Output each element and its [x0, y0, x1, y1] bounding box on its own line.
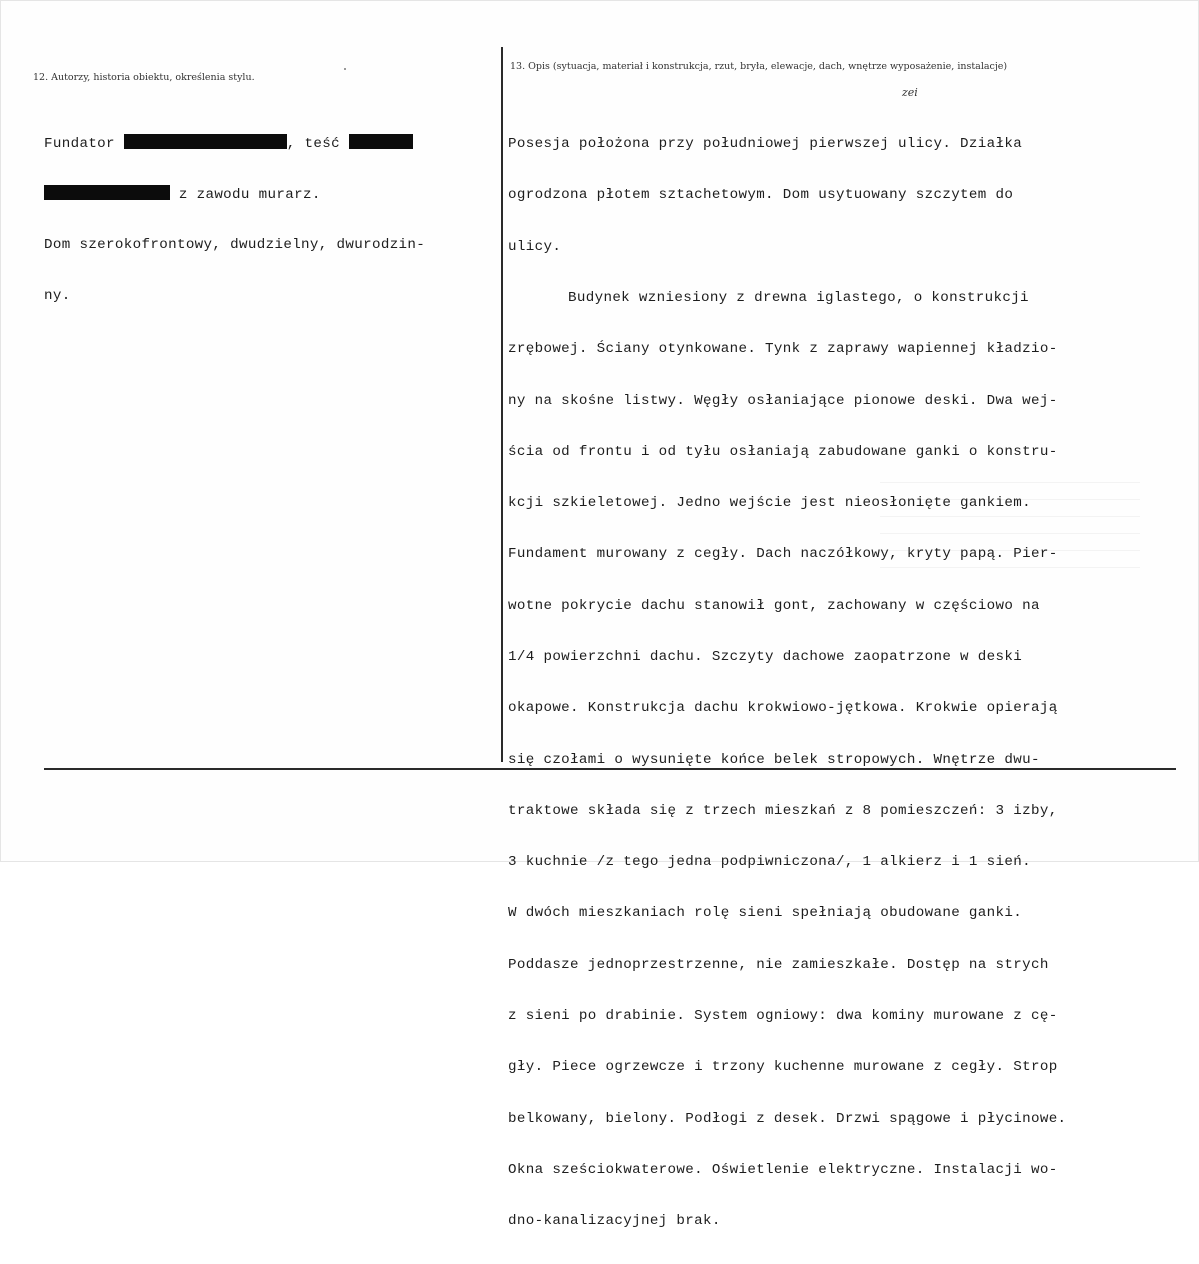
- typed-line: wotne pokrycie dachu stanowił gont, zachowany w częściowo na: [508, 597, 1040, 614]
- typed-line: okapowe. Konstrukcja dachu krokwiowo-jętkowa. Krokwie opierają: [508, 700, 1058, 717]
- typed-line: Poddasze jednoprzestrzenne, nie zamieszkałe. Dostęp na strych: [508, 956, 1049, 973]
- paper-mark: [344, 68, 346, 70]
- typed-line: Okna sześciokwaterowe. Oświetlenie elektryczne. Instalacji wo-: [508, 1161, 1058, 1178]
- typed-line: Budynek wzniesiony z drewna iglastego, o konstrukcji: [568, 290, 1029, 307]
- typed-line: [44, 134, 425, 151]
- authors-history-text: [44, 100, 425, 339]
- section-13-label: 13. Opis (sytuacja, materiał i konstrukcja, rzut, bryła, elewacje, dach, wnętrze wyposażenie, instalacje): [510, 61, 1008, 72]
- typed-line: kcji szkieletowej. Jedno wejście jest nieosłonięte gankiem.: [508, 495, 1031, 512]
- typed-line: 3 kuchnie /z tego jedna podpiwniczona/, 1 alkierz i 1 sień.: [508, 854, 1031, 871]
- typed-line: się czołami o wysunięte końce belek stropowych. Wnętrze dwu-: [508, 751, 1040, 768]
- typed-line: z sieni po drabinie. System ogniowy: dwa kominy murowane z cę-: [508, 1007, 1058, 1024]
- typed-line: [44, 185, 425, 202]
- redaction-bar: [44, 185, 170, 200]
- typed-line: ulicy.: [508, 238, 562, 255]
- typed-line: belkowany, bielony. Podłogi z desek. Drzwi spągowe i płycinowe.: [508, 1110, 1067, 1127]
- typed-fragment: Fundator: [44, 136, 124, 153]
- show-through-marks: [880, 470, 1140, 580]
- typed-line: zrębowej. Ściany otynkowane. Tynk z zaprawy wapiennej kładzio-: [508, 341, 1058, 358]
- typed-line: ścia od frontu i od tyłu osłaniają zabudowane ganki o konstru-: [508, 443, 1058, 460]
- description-text: [508, 102, 1066, 1264]
- typed-line: Posesja położona przy południowej pierwszej ulicy. Działka: [508, 136, 1023, 153]
- typed-line: Fundament murowany z cegły. Dach naczółkowy, kryty papą. Pier-: [508, 546, 1058, 563]
- handwritten-correction: zei: [902, 86, 918, 99]
- typed-line: ny na skośne listwy. Węgły osłaniające pionowe deski. Dwa wej-: [508, 392, 1058, 409]
- typed-line: gły. Piece ogrzewcze i trzony kuchenne murowane z cegły. Strop: [508, 1059, 1058, 1076]
- typed-line: Dom szerokofrontowy, dwudzielny, dwurodzin-: [44, 236, 426, 253]
- typed-line: traktowe składa się z trzech mieszkań z 8 pomieszczeń: 3 izby,: [508, 802, 1058, 819]
- typed-line: ogrodzona płotem sztachetowym. Dom usytuowany szczytem do: [508, 187, 1014, 204]
- redaction-bar: [124, 134, 287, 149]
- redaction-bar: [349, 134, 413, 149]
- typed-fragment: , teść: [286, 136, 349, 153]
- column-divider: [501, 47, 503, 762]
- typed-fragment: z zawodu murarz.: [170, 187, 321, 204]
- typed-line: W dwóch mieszkaniach rolę sieni spełniają obudowane ganki.: [508, 905, 1023, 922]
- section-12-label: 12. Autorzy, historia obiektu, określenia stylu.: [33, 72, 255, 83]
- typed-line: 1/4 powierzchni dachu. Szczyty dachowe zaopatrzone w deski: [508, 649, 1023, 665]
- typed-line: ny.: [44, 288, 71, 305]
- typed-line: dno-kanalizacyjnej brak.: [508, 1213, 721, 1230]
